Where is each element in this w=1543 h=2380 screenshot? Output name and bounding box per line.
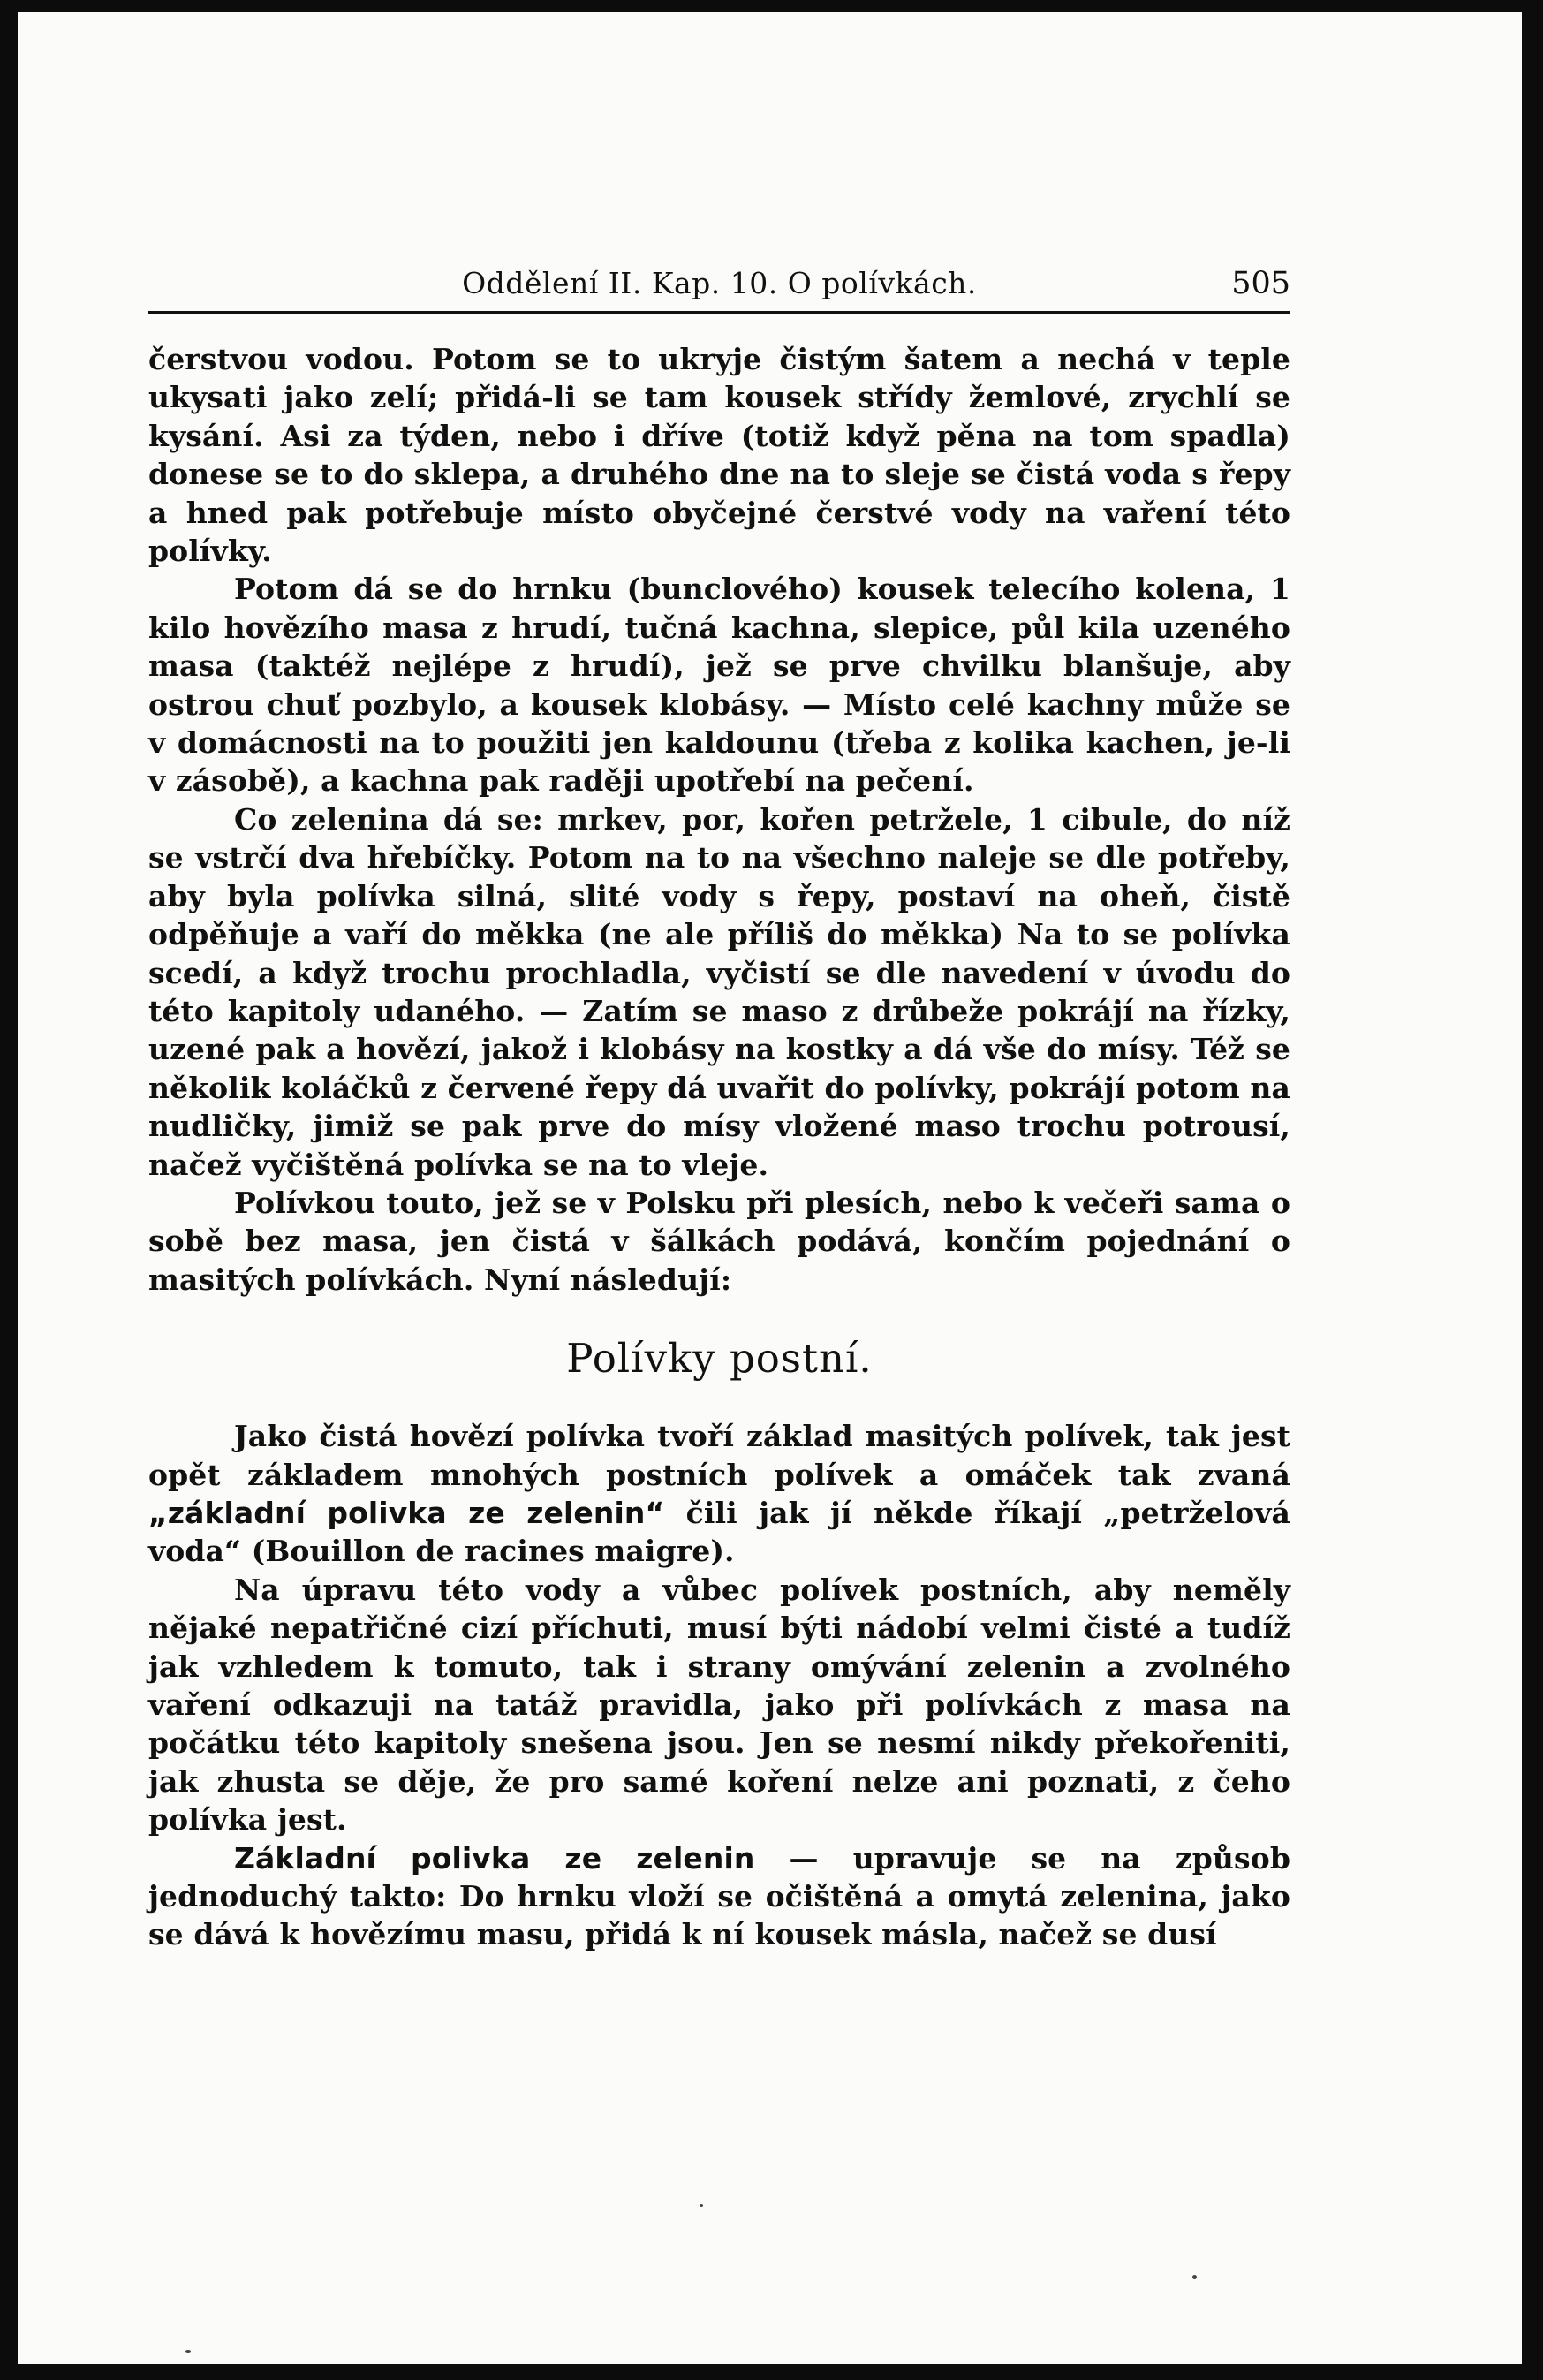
book-page <box>148 263 1290 1954</box>
section-heading: Polívky postní. <box>566 1335 873 1383</box>
scan-speck <box>1192 2275 1197 2279</box>
header-rule <box>148 311 1290 314</box>
paragraph: Polívkou touto, jež se v Polsku při plesích, nebo k večeři sama o sobě bez masa, jen čistá v šálkách podává, končím pojednání o masitých polívkách. Nyní následují: <box>148 1185 1290 1297</box>
page-header <box>148 263 1290 304</box>
paragraph-basic <box>148 1839 1290 1954</box>
body-text <box>148 340 1290 1954</box>
scan-speck <box>185 2350 191 2353</box>
intro-text-end: čili jak jí někde říkají „petrželová voda“ (Bouillon de racines maigre). <box>148 1495 1290 1569</box>
intro-text: Jako čistá hovězí polívka tvoří základ masitých polívek, tak jest opět základem mnohých postních polívek a omáček tak zvaná <box>148 1419 1290 1492</box>
scan-speck <box>700 2204 703 2207</box>
emphasized-term: „základní polivka ze zelenin“ <box>148 1495 665 1530</box>
paragraph: čerstvou vodou. Potom se to ukryje čistým šatem a nechá v teple ukysati jako zelí; přidá-li se tam kousek střídy žemlové, zrychlí se kysání. Asi za týden, nebo i dříve (totiž když pěna na tom spadla) donese se to do sklepa, a druhého dne na to sleje se čistá voda s řepy a hned pak potřebuje místo obyčejné čerstvé vody na vaření této polívky. <box>148 342 1290 569</box>
paragraph-intro <box>148 1417 1290 1571</box>
recipe-title: Základní polivka ze zelenin <box>234 1840 755 1876</box>
paragraph-care: Na úpravu této vody a vůbec polívek postních, aby neměly nějaké nepatřičné cizí příchuti, musí býti nádobí velmi čisté a tudíž jak vzhledem k tomuto, tak i strany omývání zelenin a zvolného vaření odkazuji na tatáž pravidla, jako při polívkách z masa na počátku této kapitoly snešena jsou. Jen se nesmí nikdy překořeniti, jak zhusta se děje, že pro samé koření nelze ani poznati, z čeho polívka jest. <box>148 1572 1290 1838</box>
paragraph: Potom dá se do hrnku (bunclového) kousek telecího kolena, 1 kilo hovězího masa z hrudí, tučná kachna, slepice, půl kila uzeného masa (taktéž nejlépe z hrudí), jež se prve chvilku blanšuje, aby ostrou chuť pozbylo, a kousek klobásy. — Místo celé kachny může se v domácnosti na to použiti jen kaldounu (třeba z kolika kachen, je-li v zásobě), a kachna pak raději upotřebí na pečení. <box>148 572 1290 799</box>
paragraph: Co zelenina dá se: mrkev, por, kořen petržele, 1 cibule, do níž se vstrčí dva hřebíčky. Potom na to na všechno naleje se dle potřeby, aby byla polívka silná, slité vody s řepy, postaví na oheň, čistě odpěňuje a vaří do měkka (ne ale příliš do měkka) Na to se polívka scedí, a když trochu prochladla, vyčistí se dle navedení v úvodu do této kapitoly udaného. — Zatím se maso z drůbeže pokrájí na řízky, uzené pak a hovězí, jakož i klobásy na kostky a dá vše do mísy. Též se několik koláčků z červené řepy dá uvařit do polívky, pokrájí potom na nudličky, jimiž se pak prve do mísy vložené maso trochu potrousí, načež vyčištěná polívka se na to vleje. <box>148 801 1290 1182</box>
running-title: Oddělení II. Kap. 10. O polívkách. <box>462 266 977 300</box>
recipe-text: — upravuje se na způsob jednoduchý takto: Do hrnku vloží se očištěná a omytá zelenina, jako se dává k hovězímu masu, přidá k ní kousek másla, načež se dusí <box>148 1840 1290 1952</box>
page-number: 505 <box>1231 266 1290 301</box>
